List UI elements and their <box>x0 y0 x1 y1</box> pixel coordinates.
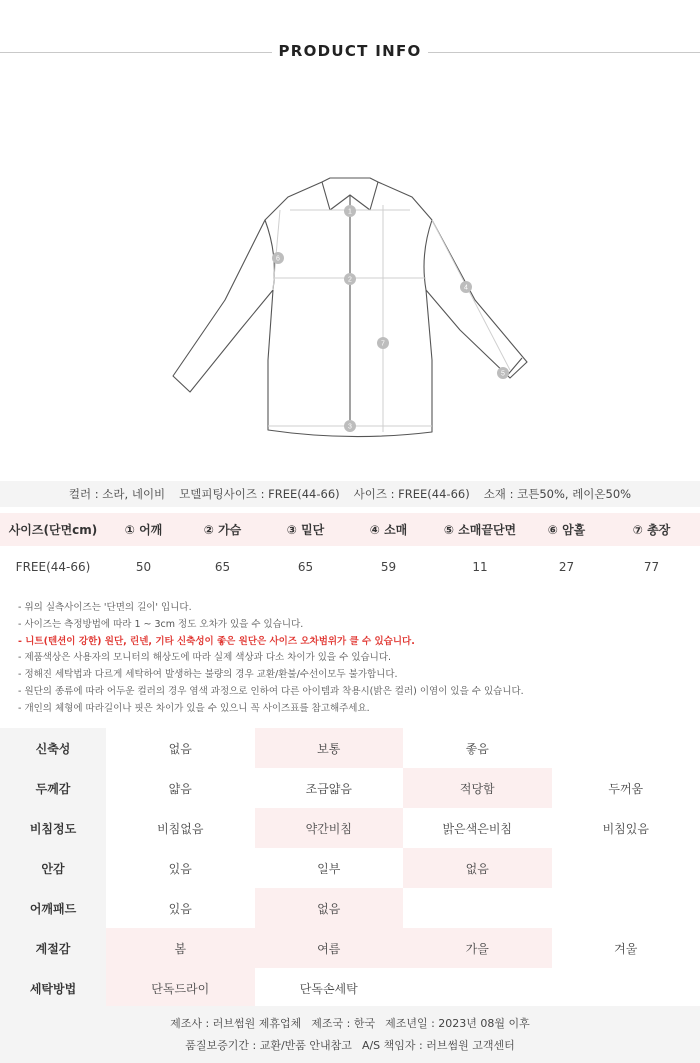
attribute-option: 일부 <box>317 861 341 876</box>
attribute-option-selected: 없음 <box>255 888 404 928</box>
marker-6 <box>272 252 284 264</box>
svg-text:6: 6 <box>276 255 280 263</box>
attribute-row <box>0 728 700 768</box>
header-length: ⑦ 총장 <box>603 513 700 546</box>
footer-warranty: 품질보증기간 : 교환/반품 안내참고 <box>185 1039 352 1052</box>
attribute-row <box>0 968 700 1008</box>
attribute-option-selected: 보통 <box>255 728 404 768</box>
cell-shoulder: 50 <box>135 560 152 574</box>
cell-chest: 65 <box>214 560 231 574</box>
size-notes <box>18 600 688 718</box>
attribute-option-selected: 없음 <box>403 848 552 888</box>
footer-country: 제조국 : 한국 <box>311 1017 376 1030</box>
attribute-option-selected: 봄 <box>106 928 255 968</box>
header-size: 사이즈(단면cm) <box>0 513 106 546</box>
header-armhole: ⑥ 암홀 <box>530 513 603 546</box>
attribute-option <box>552 848 700 888</box>
attribute-label: 계절감 <box>0 928 106 968</box>
size-table-header <box>0 513 700 546</box>
spec-material: 소재 : 코튼50%, 레이온50% <box>483 487 632 501</box>
attribute-option-selected: 가을 <box>403 928 552 968</box>
size-table <box>0 513 700 588</box>
attribute-option <box>552 968 700 1008</box>
note-item: - 정해진 세탁법과 다르게 세탁하여 발생하는 불량의 경우 교환/환불/수선이모두 불가합니다. <box>18 669 398 681</box>
attribute-option <box>403 888 552 928</box>
attribute-option: 겨울 <box>614 941 638 956</box>
marker-2 <box>344 273 356 285</box>
footer-as: A/S 책임자 : 러브썸원 고객센터 <box>361 1039 515 1052</box>
attribute-option <box>552 888 700 928</box>
attribute-label: 세탁방법 <box>0 968 106 1008</box>
header-chest: ② 가슴 <box>181 513 264 546</box>
attribute-option: 두꺼움 <box>608 781 644 796</box>
note-item: - 사이즈는 측정방법에 따라 1 ~ 3cm 정도 오차가 있을 수 있습니다. <box>18 618 304 630</box>
spec-size: 사이즈 : FREE(44-66) <box>353 487 470 501</box>
attribute-option: 비침있음 <box>602 821 649 836</box>
attribute-label: 신축성 <box>0 728 106 768</box>
attribute-option <box>552 728 700 768</box>
attribute-option: 단독손세탁 <box>299 981 358 996</box>
footer-row <box>0 1012 700 1034</box>
attribute-row <box>0 888 700 928</box>
note-item: - 원단의 종류에 따라 어두운 컬러의 경우 염색 과정으로 인하여 다른 아이템과 착용시(밝은 컬러) 이염이 있을 수 있습니다. <box>18 685 524 697</box>
attribute-row <box>0 928 700 968</box>
svg-text:3: 3 <box>348 423 352 431</box>
attribute-option: 비침없음 <box>157 821 204 836</box>
spec-model-size: 모델피팅사이즈 : FREE(44-66) <box>179 487 340 501</box>
attribute-option: 없음 <box>168 741 192 756</box>
attribute-option: 있음 <box>168 861 192 876</box>
attribute-option-selected: 적당함 <box>403 768 552 808</box>
cell-hem: 65 <box>297 560 314 574</box>
cell-sleeve: 59 <box>380 560 397 574</box>
attribute-option: 밝은색은비침 <box>442 821 513 836</box>
note-item-warning: - 니트(텐션이 강한) 원단, 린넨, 기타 신축성이 좋은 원단은 사이즈 오차범위가 클 수 있습니다. <box>18 635 415 647</box>
attribute-option: 얇음 <box>168 781 192 796</box>
measurement-guides <box>268 205 510 432</box>
header-sleeve: ④ 소매 <box>347 513 430 546</box>
marker-7 <box>377 337 389 349</box>
attribute-option: 좋음 <box>465 741 489 756</box>
attribute-label: 어깨패드 <box>0 888 106 928</box>
attribute-option: 조금얇음 <box>305 781 352 796</box>
header-shoulder: ① 어깨 <box>106 513 181 546</box>
svg-text:1: 1 <box>348 208 352 216</box>
svg-text:7: 7 <box>381 340 385 348</box>
attribute-row <box>0 808 700 848</box>
product-spec-bar <box>0 481 700 507</box>
marker-5 <box>497 367 509 379</box>
note-item: - 위의 실측사이즈는 '단면의 길이' 입니다. <box>18 602 192 613</box>
header-cuff: ⑤ 소매끝단면 <box>430 513 530 546</box>
svg-text:2: 2 <box>348 276 352 284</box>
attribute-grid <box>0 728 700 1008</box>
attribute-row <box>0 768 700 808</box>
cell-size: FREE(44-66) <box>15 560 91 574</box>
header-hem: ③ 밑단 <box>264 513 347 546</box>
page-title: PRODUCT INFO <box>278 42 422 60</box>
svg-text:4: 4 <box>464 284 468 292</box>
attribute-option: 있음 <box>168 901 192 916</box>
cell-armhole: 27 <box>558 560 575 574</box>
attribute-label: 두께감 <box>0 768 106 808</box>
footer-date: 제조년일 : 2023년 08월 이후 <box>385 1017 530 1030</box>
header-divider-right <box>428 52 700 53</box>
table-row <box>0 546 700 588</box>
footer-row <box>0 1034 700 1056</box>
product-info-header <box>0 40 700 66</box>
spec-color: 컬러 : 소라, 네이비 <box>68 487 166 501</box>
svg-text:5: 5 <box>501 370 505 378</box>
cell-cuff: 11 <box>472 560 488 574</box>
marker-3 <box>344 420 356 432</box>
marker-1 <box>344 205 356 217</box>
note-item: - 개인의 체형에 따라길이나 핏은 차이가 있을 수 있으니 꼭 사이즈표를 참고해주세요. <box>18 702 370 714</box>
attribute-label: 안감 <box>0 848 106 888</box>
attribute-row <box>0 848 700 888</box>
footer-manufacturer: 제조사 : 러브썸원 제휴업체 <box>170 1017 302 1030</box>
attribute-option-selected: 여름 <box>255 928 404 968</box>
attribute-label: 비침정도 <box>0 808 106 848</box>
attribute-option-selected: 약간비침 <box>255 808 404 848</box>
shirt-measurement-diagram <box>170 170 530 450</box>
marker-4 <box>460 281 472 293</box>
note-item: - 제품색상은 사용자의 모니터의 해상도에 따라 실제 색상과 다소 차이가 있을 수 있습니다. <box>18 652 392 664</box>
attribute-option-selected: 단독드라이 <box>106 968 255 1008</box>
attribute-option <box>403 968 552 1008</box>
footer-info <box>0 1006 700 1063</box>
cell-length: 77 <box>643 560 660 574</box>
